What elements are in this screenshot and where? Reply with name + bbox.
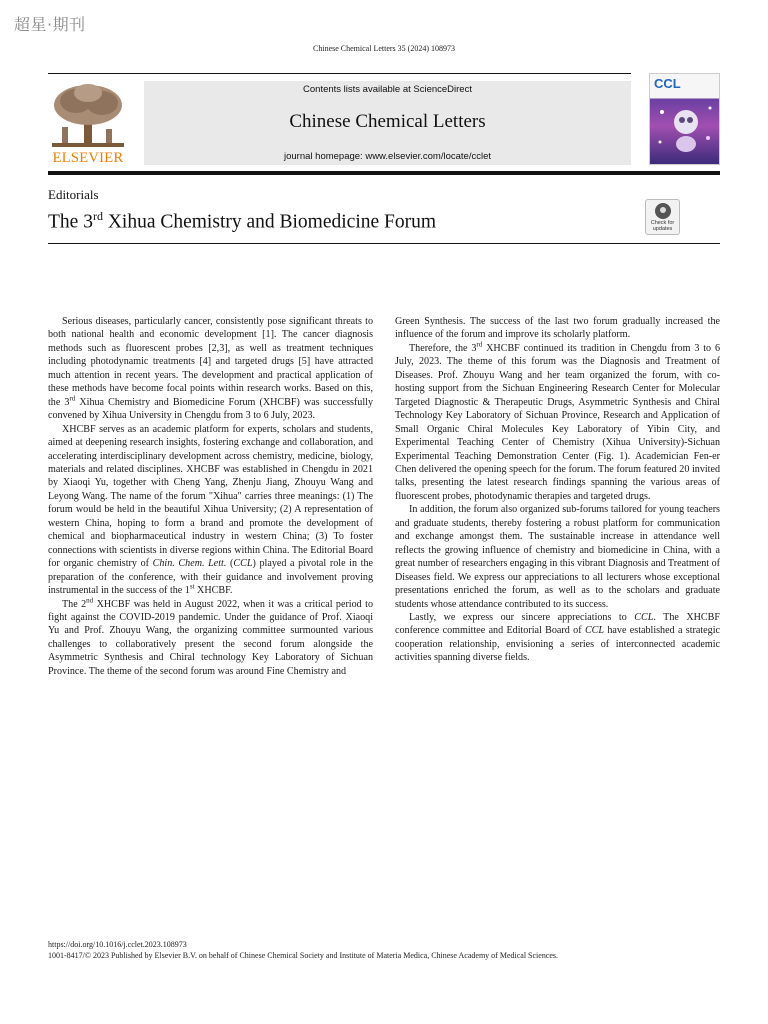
- journal-cover-image: [649, 73, 720, 165]
- journal-homepage-link[interactable]: journal homepage: www.elsevier.com/locate/cclet: [284, 151, 491, 162]
- paragraph-3: The 2nd XHCBF was held in August 2022, when it was a critical period to fight against the COVID-2019 pandemic. Under the guidance of Prof. Xiaoqi Yu and Prof. Zhouyu Wang, the organizing committee surmounted various challenges to collaboratively present the second forum alongside the Asymmetric Synthesis and Chiral technology Key Laboratory of Sichuan Province. The theme of the second forum was around Fine Chemistry and: [48, 596, 373, 677]
- check-updates-label: Check for updates: [650, 220, 675, 232]
- title-sup: rd: [92, 209, 103, 223]
- journal-header: [144, 81, 631, 165]
- cover-art: [650, 98, 720, 165]
- title-text-b: Xihua Chemistry and Biomedicine Forum: [102, 211, 437, 233]
- paragraph-5: In addition, the forum also organized sub-forums tailored for young teachers and graduate students, thereby fostering a robust platform for communication and exchange amongst them. The sustainable increase in attendance well reflects the growing influence of chemistry and biomedicine in China, with a great number of researchers engaging in this vibrant Diagnosis and Treatment of Diseases field. We express our appreciations to all lecturers whose exceptional presentations enriched the forum, as well as to the scholars and graduate students whose attendance contributed to its success.: [395, 504, 720, 610]
- journal-name: Chinese Chemical Letters: [289, 111, 486, 132]
- section-label: Editorials: [48, 187, 99, 202]
- top-rule: [48, 73, 631, 74]
- watermark-text: 超星·期刊: [14, 15, 86, 34]
- tree-icon: [48, 81, 128, 149]
- check-updates-icon: [655, 203, 671, 219]
- paragraph-3-continued: Green Synthesis. The success of the last two forum gradually increased the influence of the forum and improve its scholarly platform.: [395, 316, 720, 341]
- cover-title: CCL: [654, 76, 681, 91]
- paragraph-4: Therefore, the 3rd XHCBF continued its tradition in Chengdu from 3 to 6 July, 2023. The theme of this forum was the Diagnosis and Treatment of Diseases. Prof. Zhouyu Wang and her team organized the forum, with co-hosting support from the Sichuan Engineering Research Center for Molecular Targeted Diagnostic & Therapeutic Drugs, Asymmetric Synthesis and Chiral Technology Key Laboratory of Sichuan Province, Research and Application of Small Organic Chiral Molecules Key Laboratory of Yibin City, and Experimental Teaching Center of Chemistry (Xihua University)-Sichuan Experimental Teaching Demonstration Center (Fig. 1). Academician Fen-er Chen delivered the opening speech for the forum. The forum featured 20 invited talks, presenting the latest research findings spanning the various areas of fluorescent probes, photodynamic therapies and targeted drugs.: [395, 340, 720, 502]
- copyright-notice: 1001-8417/© 2023 Published by Elsevier B.V. on behalf of Chinese Chemical Society and Institute of Materia Medica, Chinese Academy of Medical Sciences.: [48, 951, 559, 960]
- header-thick-rule: [48, 171, 720, 175]
- check-for-updates-button[interactable]: [645, 199, 680, 235]
- footer: [48, 939, 558, 961]
- title-text-a: The 3: [48, 211, 93, 233]
- elsevier-logo: [48, 81, 128, 167]
- body-column-right: [395, 315, 720, 665]
- article-title: [48, 209, 436, 234]
- contents-available: Contents lists available at ScienceDirect: [303, 84, 472, 95]
- elsevier-wordmark: ELSEVIER: [52, 150, 124, 166]
- doi-link[interactable]: https://doi.org/10.1016/j.cclet.2023.108973: [48, 940, 187, 949]
- running-head: Chinese Chemical Letters 35 (2024) 108973: [313, 44, 455, 53]
- title-rule: [48, 243, 720, 244]
- body-column-left: [48, 315, 373, 678]
- paragraph-6: Lastly, we express our sincere appreciations to CCL. The XHCBF conference committee and Editorial Board of CCL have established a strategic cooperation relationship, envisioning a series of interconnected academic activities spanning diverse fields.: [395, 611, 720, 664]
- paragraph-1: Serious diseases, particularly cancer, consistently pose significant threats to both national health and economic development [1]. The cancer diagnosis methods such as fluorescent probes [2,3], as well as treatment techniques including photodynamic treatments [4] and targeted drugs [5] have attracted much attention in recent years. The development and practical application of these methods have become focal points within research works. Based on this, the 3rd Xihua Chemistry and Biomedicine Forum (XHCBF) was successfully convened by Xihua University in Chengdu from 3 to 6 July, 2023.: [48, 316, 373, 422]
- paragraph-2: XHCBF serves as an academic platform for experts, scholars and students, aimed at deepening research insights, fostering exchange and collaboration, and accelerating interdisciplinary development across chemistry, medicine, biology, materials and related disciplines. XHCBF was established in Chengdu in 2021 by Xiaoqi Yu, together with Cheng Yang, Zhenju Jiang, Zhouyu Wang and Leyong Wang. The name of the forum "Xihua" carries three meanings: (1) The forum would be held in the beautiful Xihua University; (2) A representation of western China, hoping to form a brand and promote the development of chemical and biopharmaceutical industry in western China; (3) To foster connections with scientists in diverse regions within China. The Editorial Board for organic chemistry of Chin. Chem. Lett. (CCL) played a pivotal role in the preparation of the conference, with their guidance and involvement proving instrumental in the success of the 1st XHCBF.: [48, 423, 374, 597]
